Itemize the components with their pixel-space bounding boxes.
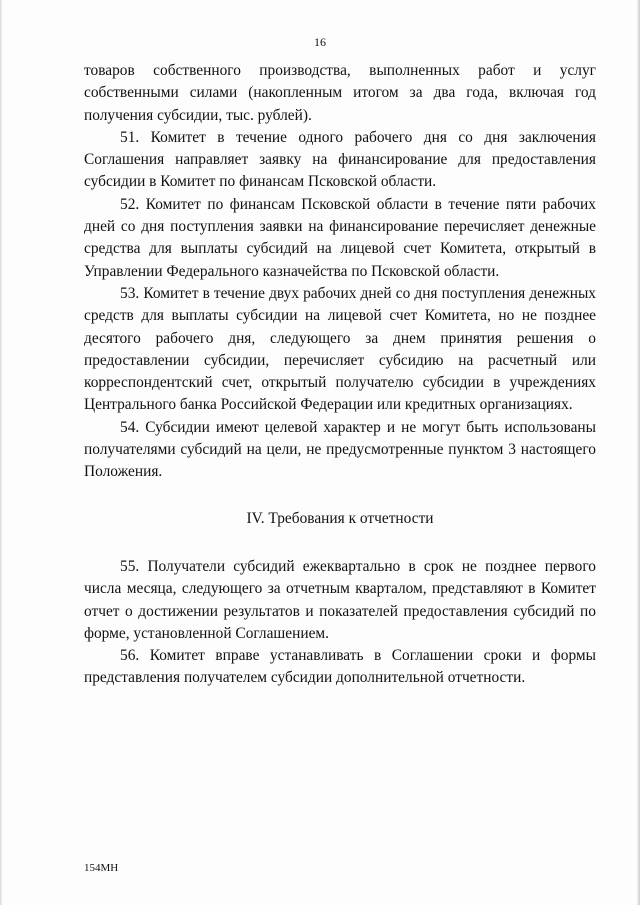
paragraph-55: 55. Получатели субсидий ежеквартально в срок не позднее первого числа месяца, следующего за отчетным кварталом, представляют в Комитет отчет о достижении результатов и показателей предоставления субсидий по форме, установленной Соглашением. <box>84 557 596 642</box>
document-body <box>84 60 596 690</box>
scan-edge-left <box>0 0 2 905</box>
footer-document-code: 154МН <box>84 862 119 874</box>
page-number: 16 <box>314 35 326 49</box>
paragraph-continuation: товаров собственного производства, выполненных работ и услуг собственными силами (накопленным итогом за два года, включая год получения субсидии, тыс. рублей). <box>84 62 596 124</box>
paragraph-53: 53. Комитет в течение двух рабочих дней со дня поступления денежных средств для выплаты субсидии на лицевой счет Комитета, но не позднее десятого рабочего дня, следующего за днем принятия решения о предоставлении субсидии, перечисляет субсидию на расчетный или корреспондентский счет, открытый получателю субсидии в учреждениях Центрального банка Российской Федерации или кредитных организациях. <box>84 284 596 414</box>
paragraph-52: 52. Комитет по финансам Псковской области в течение пяти рабочих дней со дня поступления заявки на финансирование перечисляет денежные средства для выплаты субсидий на лицевой счет Комитета, открытый в Управлении Федерального казначейства по Псковской области. <box>84 195 596 280</box>
paragraph-51: 51. Комитет в течение одного рабочего дня со дня заключения Соглашения направляет заявку на финансирование для предоставления субсидии в Комитет по финансам Псковской области. <box>84 128 596 191</box>
paragraph-54: 54. Субсидии имеют целевой характер и не могут быть использованы получателями субсидий на цели, не предусмотренные пунктом 3 настоящего Положения. <box>84 418 596 481</box>
section-heading: IV. Требования к отчетности <box>246 509 434 527</box>
paragraph-56: 56. Комитет вправе устанавливать в Соглашении сроки и формы представления получателем субсидии дополнительной отчетности. <box>84 647 596 687</box>
